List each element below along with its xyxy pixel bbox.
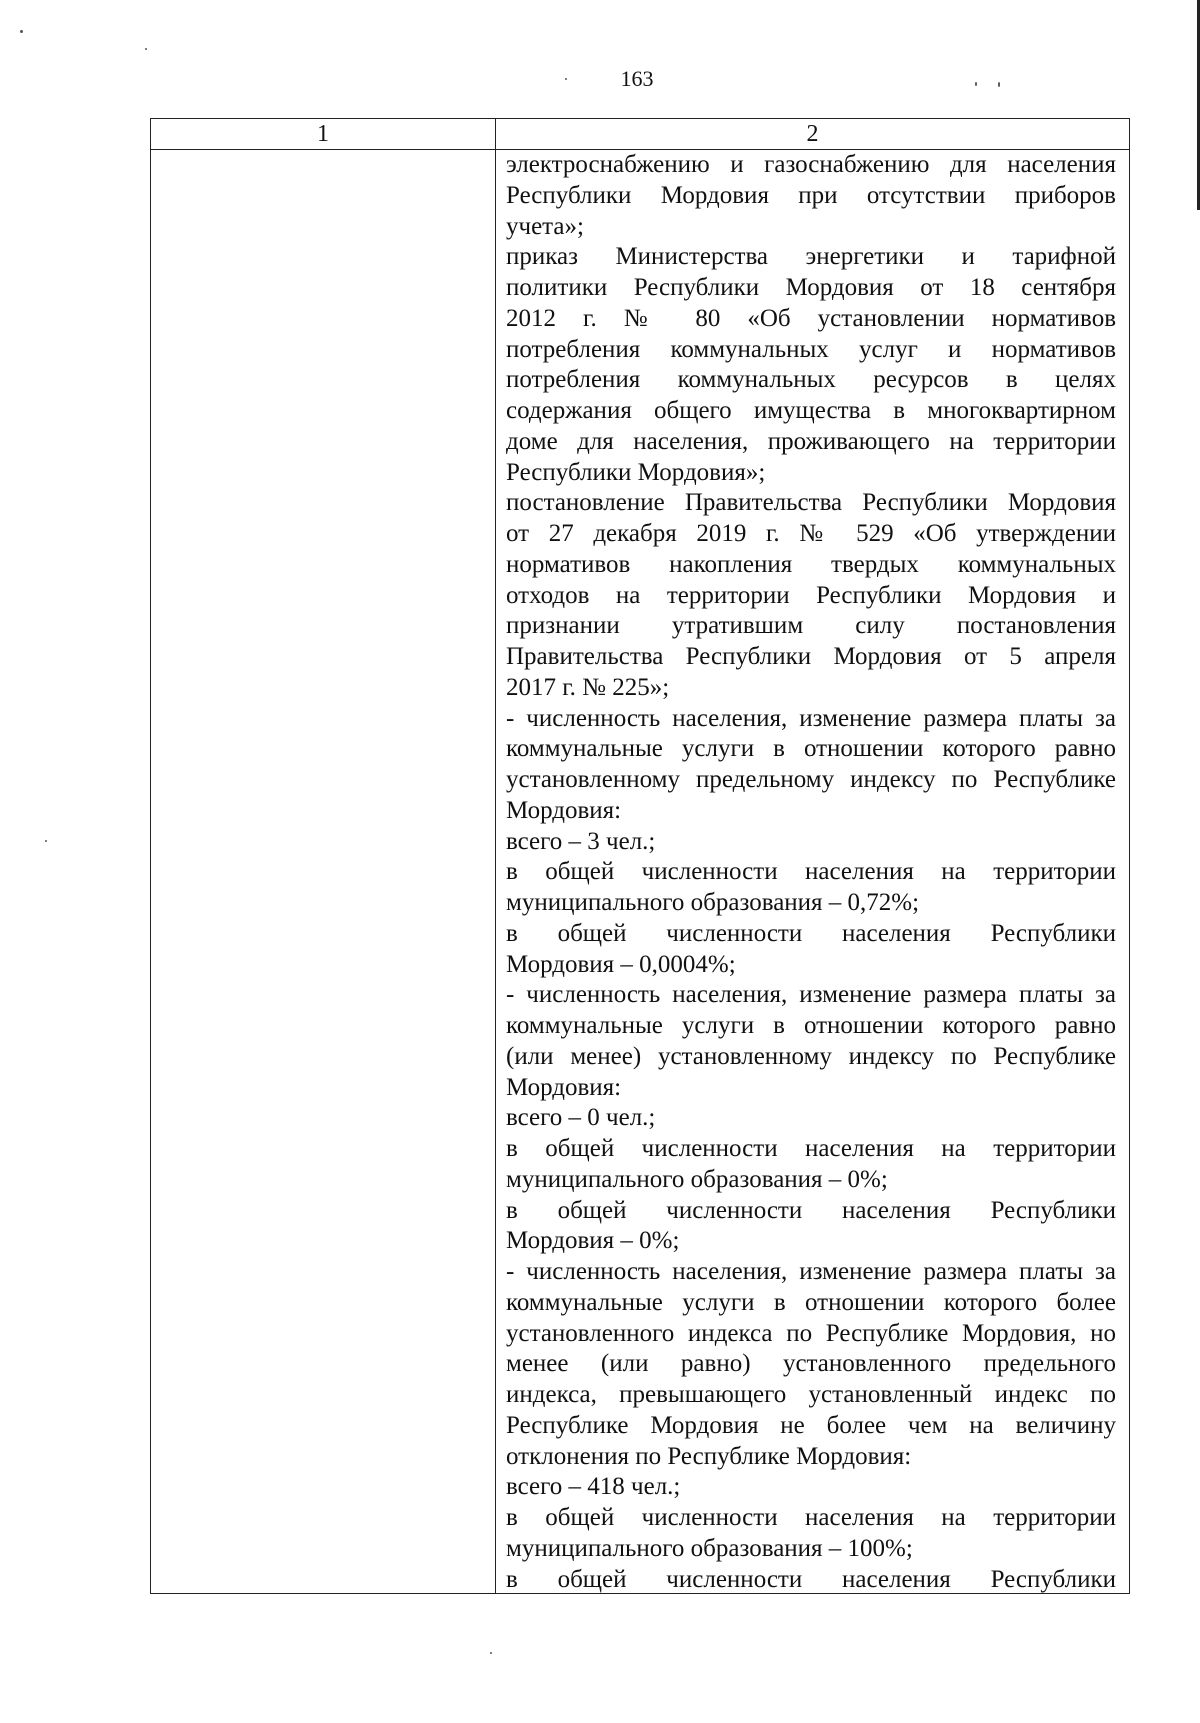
text-line: отклонения по Республике Мордовия: — [506, 1442, 912, 1470]
text-line: - численность населения, изменение размера платы за — [506, 1258, 1116, 1285]
page-number: 163 — [620, 66, 654, 91]
text-line: Республики Мордовия при отсутствии приборов — [506, 181, 1116, 209]
text-line: содержания общего имущества в многоквартирном — [506, 397, 1116, 424]
text-line: потребления коммунальных ресурсов в целях — [506, 366, 1116, 394]
text-line: в общей численности населения на территории — [506, 1504, 1116, 1531]
scan-speck — [45, 840, 47, 842]
text-line: - численность населения, изменение размера платы за — [506, 981, 1116, 1009]
text-line: политики Республики Мордовия от 18 сентября — [506, 274, 1116, 301]
text-line: доме для населения, проживающего на территории — [506, 427, 1116, 455]
header-cell-col-1: 1 — [317, 121, 329, 147]
text-line: - численность населения, изменение размера платы за — [506, 704, 1116, 732]
text-line: Республики Мордовия»; — [506, 458, 766, 486]
text-line: Мордовия – 0%; — [506, 1227, 680, 1255]
header-cell-col-2: 2 — [806, 121, 819, 147]
text-line: признании утратившим силу постановления — [506, 612, 1116, 640]
scan-speck — [998, 82, 1000, 87]
text-line: 2012 г. № 80 «Об установлении нормативов — [506, 304, 1116, 332]
text-line: приказ Министерства энергетики и тарифной — [506, 243, 1116, 271]
text-line: Республике Мордовия не более чем на величину — [506, 1411, 1116, 1439]
text-line: всего – 418 чел.; — [506, 1473, 681, 1501]
document-table — [150, 118, 1130, 1594]
text-line: индекса, превышающего установленный индекс по — [506, 1381, 1116, 1408]
scan-speck — [565, 78, 567, 80]
text-line: менее (или равно) установленного предельного — [506, 1350, 1116, 1378]
table-header-row — [151, 119, 1129, 150]
table-cell-col-1 — [151, 150, 495, 1593]
text-line: в общей численности населения Республики — [506, 1565, 1116, 1593]
text-line: установленному предельному индексу по Республике — [506, 766, 1116, 793]
text-line: в общей численности населения Республики — [506, 919, 1116, 947]
text-line: коммунальные услуги в отношении которого равно — [506, 1012, 1116, 1039]
text-line: коммунальные услуги в отношении которого равно — [506, 735, 1116, 763]
text-line: Мордовия – 0,0004%; — [506, 950, 736, 978]
text-line: электроснабжению и газоснабжению для населения — [506, 151, 1116, 178]
text-line: в общей численности населения на территории — [506, 858, 1116, 886]
text-line: в общей численности населения на территории — [506, 1135, 1116, 1162]
text-line: 2017 г. № 225»; — [506, 673, 670, 701]
text-line: муниципального образования – 0,72%; — [506, 889, 920, 916]
text-line: учета»; — [506, 212, 584, 240]
text-line: нормативов накопления твердых коммунальных — [506, 550, 1116, 578]
text-line: потребления коммунальных услуг и нормативов — [506, 335, 1116, 363]
scan-speck — [20, 30, 23, 33]
text-line: всего – 0 чел.; — [506, 1104, 656, 1132]
table-cell-col-2 — [506, 150, 1116, 1593]
text-line: отходов на территории Республики Мордовия и — [506, 581, 1116, 609]
scan-speck — [145, 48, 147, 50]
column-divider — [495, 119, 496, 1593]
text-line: установленного индекса по Республике Мордовия, но — [506, 1319, 1116, 1347]
text-line: постановление Правительства Республики Мордовия — [506, 489, 1116, 517]
scan-speck — [490, 1652, 492, 1654]
text-line: Мордовия: — [506, 1073, 622, 1101]
text-line: (или менее) установленному индексу по Республике — [506, 1042, 1116, 1070]
text-line: в общей численности населения Республики — [506, 1196, 1116, 1224]
text-line: муниципального образования – 100%; — [506, 1534, 913, 1562]
text-line: Мордовия: — [506, 796, 622, 824]
text-line: коммунальные услуги в отношении которого более — [506, 1288, 1116, 1316]
text-line: Правительства Республики Мордовия от 5 апреля — [506, 643, 1116, 670]
scan-speck — [975, 82, 977, 86]
text-line: муниципального образования – 0%; — [506, 1165, 888, 1193]
text-line: от 27 декабря 2019 г. № 529 «Об утверждении — [506, 520, 1116, 547]
text-line: всего – 3 чел.; — [506, 827, 656, 855]
